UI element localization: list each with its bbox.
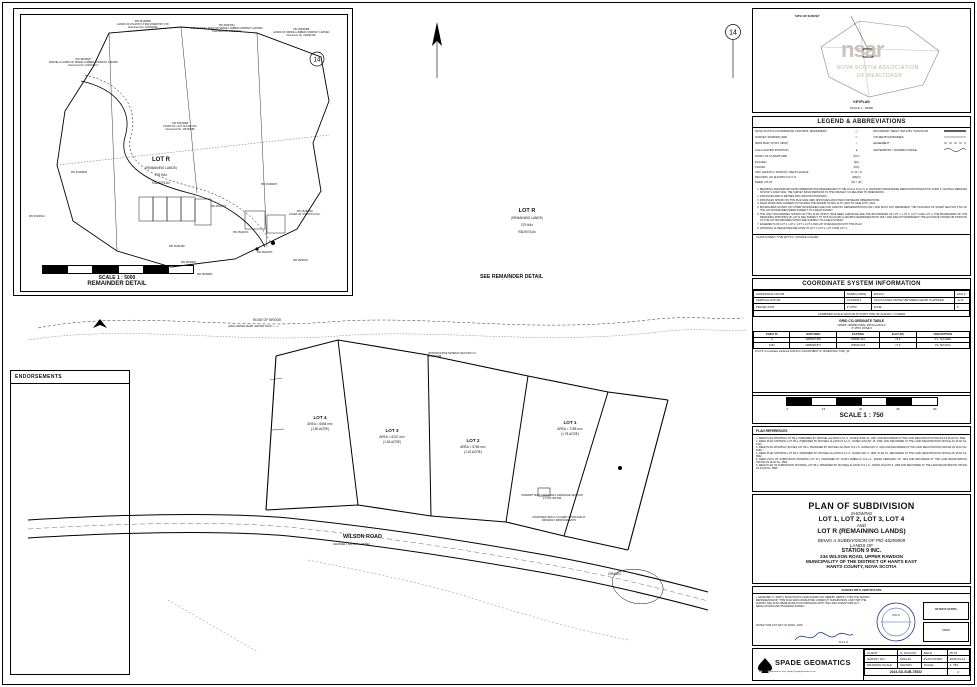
coord-value: NAD83 (CSRS) [844, 291, 871, 298]
grid-coordinate-table-sub2: 3° MTM, ZONE 5 [851, 327, 872, 331]
surveyor-certificate-header: SURVEYOR'S CERTIFICATE [753, 587, 970, 594]
stamp-label: OF NOVA SCOTIA [934, 608, 958, 611]
legend-note: 1. BEARINGS ARE DERIVED FROM OBSERVATIONS REFERENCED TO THE LOCAL N.S.C.S. E. MODIFIED TRANSVERSE MERCATOR PROJECTION, ZONE 5, CENTRAL MERIDIAN 63°00'00" LONGITUDE. THE SURVEY BASIS PERTAINS TO THE OPENLEY CO-RELATED TO DIMENSIONS. [760, 188, 967, 194]
col-easting: EASTING [837, 332, 880, 337]
surveyor-seal [873, 600, 919, 644]
inset-parcel-3: PID 45230988 LANDS OF SPADE LUMBER COMPANY LIMITED Document No. 102091102 [273, 28, 330, 37]
legend-note: 7. EASEMENTS OF LOT 1, LOT 2, LOT 3, LOT 4 AND LOT R DESIGNATE WITH THIS PLAN. [760, 223, 967, 226]
legend-note: 6. THE ONLY BOUNDARIES SHOWN ON THIS PLAN WHICH HAVE BEEN SURVEYED ARE THE BOUNDARIES OF LOT 1, LOT 2, LOT 3 AND LOT 4, THE BOUNDARIES OF THE REMAINING PORTIONS OF LOT R ARE SUBJECT TO THIS PLAN AND A GRAPHIC REPRESENTATION ONLY AND ARE NOT REPRESENT THE ACCURATE SHOWN OR POSITION OF THE LOT BOUNDARIES WHICH ARE SUBJECT TO A FIELD SURVEY. [760, 213, 967, 222]
plan-municipality: MUNICIPALITY OF THE DISTRICT OF HANTS EAST [805, 559, 918, 564]
company-contact: www.spadegeomatics.com | spade@spadegeomatics.com [759, 671, 816, 673]
coord-value-2: 5 [955, 304, 970, 311]
legend-footer: CLASS SURVEY TYPE ART B.C. SOURCE CAN-NET [753, 234, 970, 240]
scale-bar-ticks [787, 407, 937, 411]
wilson-road-sublabel: (GRAVEL) (20.117m WIDE) [333, 542, 370, 546]
coord-label-2: ZONE [871, 304, 954, 311]
nsar-sub1: NOVA SCOTIA ASSOCIATION [837, 65, 919, 71]
cell-easting: 255956.116 [837, 337, 880, 342]
legend-abbr-pl: (PL) [853, 159, 860, 164]
inset-parcel-9: PID 45199696 LANDS OF STATION 9 INC. [289, 210, 321, 216]
col-elev: ELEV (M) [879, 332, 916, 337]
surveyor-certificate-box [752, 586, 971, 646]
cell-description: P.L. SQUARE [916, 337, 969, 342]
footer-box [752, 648, 971, 681]
tick-3: 45 [896, 407, 900, 411]
svg-text:NSLS: NSLS [892, 613, 900, 617]
edge-of-brook-note: (HIGH WATER MARK SHOWN THUS ——) [228, 325, 279, 328]
dashed-line-icon [940, 140, 970, 146]
cell-elev: 73.8 [879, 337, 916, 342]
cell-elev: 71.6 [879, 343, 916, 348]
coord-label: VERTICAL DATUM [754, 297, 845, 304]
inset-parcel-16: PID 45199845 [197, 273, 213, 276]
lot-r-main-label: LOT R (REMAINING LANDS) 379 HA± 936.9076 A± [511, 208, 543, 234]
legend-left-label: IRON BAR / POST (IB,IP) [755, 141, 789, 146]
plan-title-showing: SHOWING [850, 511, 873, 516]
legend-note: 5. BOUNDARIES SHOWN ON OTHER BOUNDARIES ARE FOR GRAPHIC REPRESENTATION ONLY AND MUST NOT REPRESENT THE HOLDINGS OF SHARP SECTION 5.5% OF THE LOT BOUNDARIES WERE SUBJECT TO A FIELD SURVEY. [760, 206, 967, 212]
legend-note: 2. DISTANCES ARE IN METRES AND GROUND DISTANCES. [760, 195, 967, 198]
legend-left-label: CALCULATED POSITION [755, 148, 789, 153]
title-block [752, 494, 971, 584]
keyplan-title: KEYPLAN [853, 100, 870, 104]
remainder-detail-inset [13, 8, 353, 296]
coord-value: 3° MTM [844, 304, 871, 311]
legend-right-label: EASEMENT [873, 141, 890, 146]
coordinate-info-table [753, 290, 970, 317]
col-northing: NORTHING [790, 332, 837, 337]
footer-val: 1094-30 [897, 656, 921, 662]
plan-reference-item: 2. DEED PLAN SHOWING LOT 89-1, PREPARED BY MICHAEL ALLISON N.S.L.S., DATED AUGUST 15, 1996, AND RECORDED AT THE LAND REGISTRATION OFFICE AS PLAN No. 5122. [756, 440, 967, 447]
plan-reference-item: 6. DEED PLAN OF SUBDIVISION SHOWING LOT 89-2, PREPARED BY MICHAEL ALLISON N.S.L.S., DATED AUGUST 6, 1996 AND RECORDED AT THE LAND REGISTRATION OFFICE AS PLAN No. 5594. [756, 464, 967, 471]
surveyor-certificate-body: I, GEOFFREY C. SMITH, NOVA SCOTIA LAND SURVEYOR, HEREBY CERTIFY THAT THE SURVEY REPRESENTED BY THIS PLAN WAS CONDUCTED UNDER MY SUPERVISION, AND THAT THE SURVEY AND PLAN WERE MADE IN ACCORDANCE WITH THE LAND SURVEYORS ACT, REGULATIONS AND STANDARD SURVEY. [756, 596, 870, 608]
cell-northing: 4985699.877 [790, 343, 837, 348]
tick-1: 15 [821, 407, 826, 411]
inset-parcel-7: PID 45130311 [29, 215, 45, 218]
see-remainder-detail-label: SEE REMAINDER DETAIL [480, 274, 544, 280]
cell-description: P/L SM (IES) [916, 343, 969, 348]
scale-bar-box [752, 392, 971, 424]
legend-abbr-ard: A / R / Δ [851, 169, 862, 174]
coordinate-footnote: N.S.P.S. Co-ordinates published 2016.05.17 ADJUSTMENT: M. NUNEZ/NSCC STAK_SP [755, 349, 850, 353]
grid-coordinate-table [753, 331, 970, 348]
legend-abbr-rec: (REC) [852, 175, 861, 180]
legend-left-label: NOVA SCOTIA COORDINATE CONTROL MONUMENT [755, 129, 827, 134]
plan-address: 234 WILSON ROAD, UPPER RAWDON [820, 554, 903, 559]
legend-box [752, 116, 971, 276]
keyplan-scale: SCALE 1 : 25000 [849, 106, 874, 110]
lot-3-label: LOT 3 AREA = 6247 m²± (1.54 ACRE) [379, 428, 405, 445]
footer-val-2: 2025-04-14 [947, 656, 969, 662]
square-icon: □ [855, 135, 858, 140]
svg-text:14: 14 [313, 57, 321, 64]
endorsements-header: ENDORSEMENTS [11, 371, 129, 384]
inset-parcel-2: PID 45207861 LOT 89-1WP LANDS OF SPADE LUMBER COMPANY LIMITED Document No. 103351157 [191, 24, 263, 33]
legend-left-label: DEED / PLAT [755, 180, 773, 185]
lot-2-label: LOT 2 AREA = 5766 m²± (1.42 ACRE) [460, 438, 486, 455]
plan-county: HANTS COUNTY, NOVA SCOTIA [826, 564, 897, 569]
inset-parcel-1: PID 45199688 LANDS OF ATLANTIC STAR FORESTRY LTD Document No. 101842269 [117, 20, 169, 29]
wavy-line-icon [940, 147, 970, 154]
coord-value: CGVD2013 [844, 297, 871, 304]
scale-label: SCALE 1 : 750 [839, 412, 884, 419]
coord-value-2: -0.10 [955, 297, 970, 304]
table-row [865, 669, 970, 675]
highway-marker-icon [722, 22, 744, 82]
legend-right-label: OTHER BOUNDARIES [873, 135, 904, 140]
inset-parcel-6: PID 45199639 [71, 171, 87, 174]
table-row [754, 304, 970, 311]
legend-note: 8. APPROVAL IS REQUESTED RELATIVE TO LOT 1, LOT 2, LOT 3 AND LOT 4. [760, 227, 967, 230]
coordinate-system-header: COORDINATE SYSTEM INFORMATION [753, 279, 970, 290]
culvert-note: PROPOSED 450mm CULVERT INSTALLED AT DRIVEWAY IMPROVEMENTS [532, 516, 586, 522]
surveyor-sign-label: N.S.L.S. [839, 641, 849, 644]
endorsements-box [10, 370, 130, 675]
plan-reference-item: 3. DEED PLAN SHOWING HOUSES LOT 89-3, PREPARED BY MICHAEL ALLISON N.S.L.S., DATED MAY 6, 2002 AND RECORDED AT THE LAND REGISTRATION OFFICE AS PLAN No. 6448. [756, 446, 967, 453]
legend-abbr-dp: (D) / (P) [851, 180, 862, 185]
cell-northing: 4985697.855 [790, 337, 837, 342]
thin-line-icon [940, 134, 970, 140]
tick-4: 60 [933, 407, 937, 411]
footer-val: G. DUGUAY [897, 650, 921, 656]
plan-reference-item: 5. DEED PLAN OF SUBDIVISION SHOWING LOT R-1, PREPARED BY COSTA AMBULLS N.S.L.S., DATED FEBRUARY 25, 1991 AND RECORDED AT THE LAND REGISTRATION OFFICE AS PLAN No. 4563. [756, 458, 967, 465]
legend-note: 4. FIELD WORK WAS CARRIED OUT DURING THE PERIOD OF MAY 11TH, 2024 TO JUNE 12TH, 2024. [760, 202, 967, 205]
legend-abbr-pc: (PC) [853, 154, 860, 159]
footer-val: SHOWN [897, 662, 921, 668]
combined-scale-factor: COMBINED SCALE FACTOR AT POINT SITE OF SURVEY = 0.99981 [754, 310, 970, 317]
inset-scale-label: SCALE 1 : 5000 [98, 275, 136, 281]
inset-lot-r-label: LOT R (REMAINING LANDS) 379 HA± 936.9076 A± [145, 157, 177, 185]
plan-subtitle-lands-of: LANDS OF [850, 543, 873, 548]
footer-key-2: FIELD [921, 650, 947, 656]
lot-1-label: LOT 1 AREA = 7198 m²± (1.78 ACRE) [557, 420, 583, 437]
edge-of-brook-label: EDGE OF BROOK [253, 318, 282, 322]
footer-key-2: SCALE [921, 662, 947, 668]
nsar-sub2: OF REALTORS® [857, 73, 903, 79]
coord-value-2: 2010.0 [955, 291, 970, 298]
grid-coordinate-table-title: GRID CO-ORDINATE TABLE [838, 318, 885, 323]
stamp-label-box-2 [923, 622, 969, 642]
gravel-label: GRAVEL [608, 572, 622, 576]
watercourse-setback-note: WATERCOURSE SETBACK SECTION 2.6 STL/MT-MB [428, 352, 476, 358]
easement-note: INTERMITTENT / SEASONAL DRAINAGE SECTION 2.6 STL/MT-MB [521, 494, 583, 500]
inset-parcel-11: PID 45199712 [211, 205, 227, 208]
legend-table [753, 128, 970, 185]
legend-left-label: PLACED [755, 159, 767, 164]
legend-left-label: POINT OF CURVATURE [755, 154, 787, 159]
plan-title: PLAN OF SUBDIVISION [808, 501, 915, 511]
tick-0: 0 [786, 407, 789, 411]
footer-key-2: PLAN DATED [921, 656, 947, 662]
legend-row [753, 180, 970, 185]
north-arrow-icon [425, 20, 449, 80]
coord-label-2: CALCULATED OFFSET BETWEEN GEOID IS APPLIED [871, 297, 954, 304]
footer-key: DRAWING SCALE [865, 662, 898, 668]
cell-easting: 255902.018 [837, 343, 880, 348]
inset-parcel-12: PID 45199720 [233, 231, 249, 234]
site-of-survey-label: SITE OF SURVEY [795, 14, 820, 18]
company-name: SPADE GEOMATICS [775, 658, 851, 667]
stamp-label-2: PBDM [942, 629, 950, 632]
legend-left-label: ARC LENGTH / RADIUS / DELTA ANGLE [755, 169, 809, 174]
coord-label: PROJECTION [754, 304, 845, 311]
legend-abbr-fd: (FD) [853, 164, 860, 169]
keyplan-drawing [811, 11, 961, 106]
legend-notes [753, 186, 970, 233]
plan-references-list [753, 435, 970, 473]
plan-number: 2024-SD-SUB-75532 [865, 669, 948, 675]
plan-title-lot-r: LOT R (REMAINING LANDS) [817, 528, 906, 535]
table-row [754, 291, 970, 298]
legend-row [753, 147, 970, 154]
scale-bar-graphic [786, 397, 938, 406]
footer-val-2: 1: 750 [947, 662, 969, 668]
inset-parcel-13: PID 45199753 [257, 251, 273, 254]
remainder-detail-frame [20, 14, 348, 292]
table-row [754, 343, 970, 348]
plan-title-lots: LOT 1, LOT 2, LOT 3, LOT 4 [818, 516, 905, 523]
plan-subtitle-pid: BEING A SUBDIVISION OF PID 45299509 [817, 538, 906, 543]
circle-icon: ○ [855, 141, 858, 146]
solid-line-icon [940, 128, 970, 134]
inset-parcel-8: PID 45111089 [169, 245, 185, 248]
tick-2: 30 [858, 407, 863, 411]
footer-key: SURVEY NO. [865, 656, 898, 662]
coordinate-system-box [752, 278, 971, 396]
plan-references-header: PLAN REFERENCES [753, 427, 970, 435]
col-description: DESCRIPTION [916, 332, 969, 337]
legend-left-label: FOUND [755, 164, 766, 169]
keyplan-box [752, 8, 971, 113]
cell-point-id: A [754, 337, 790, 342]
legend-left-label: RECORD, AS SHOWN N.S.C.S. [755, 175, 797, 180]
nsar-wordmark: nsar [841, 37, 884, 62]
dot-icon: ● [855, 148, 858, 153]
inset-parcel-4: PID 45230996 LANDS OF J & D SOUSA INC. Document No. 115794285 [163, 122, 198, 131]
plan-references-box [752, 426, 971, 492]
legend-right-label: WATERBODY / WATERCOURSE [873, 148, 917, 153]
svg-text:14: 14 [729, 29, 737, 37]
table-row [754, 310, 970, 317]
plan-owner: STATION 9 INC. [841, 548, 882, 554]
table-row [754, 297, 970, 304]
coord-label: HORIZONTAL DATUM [754, 291, 845, 298]
inset-title: REMAINDER DETAIL [87, 281, 147, 287]
wilson-road-label: WILSON ROAD [343, 534, 382, 540]
legend-left-label: SURVEY MARKER (SM) [755, 135, 788, 140]
footer-key: CLIENT [865, 650, 898, 656]
plan-reference-item: 4. DEED PLAN SHOWING LOT 89-4, PREPARED BY MICHAEL ALLISON N.S.L.S., DATED MAY 6, 1999, PLAN No. RECORDED AT THE LAND REGISTRATION OFFICE AS PLAN No. 6522. [756, 452, 967, 459]
inset-parcel-5: PID 45199647 PARCEL A LANDS OF SPADE LUMBER COMPANY LIMITED Document No. 102924-2-C [49, 58, 118, 67]
legend-right-label: BOUNDARY DEALT WITH BY THIS PLAN [873, 129, 929, 134]
triangle-icon: △ [855, 129, 858, 134]
remainder-detail-drawing [21, 15, 349, 293]
cell-point-id: 2184 [754, 343, 790, 348]
lot-4-label: LOT 4 AREA = 6064 m²± (1.50 ACRE) [307, 415, 333, 432]
grid-coordinate-table-sub: NAD83, NAD83(CSRS), EPOCH 2010.0 [837, 324, 886, 328]
inset-scale-bar [42, 263, 192, 287]
surveyor-dated: DATED THIS 14ᵀᴴ DAY OF APRIL, 2025 [756, 624, 803, 627]
col-point-id: POINT ID [754, 332, 790, 337]
inset-parcel-15: PID 45199837 [181, 261, 197, 264]
plan-title-and: AND [856, 523, 867, 528]
footer-table [864, 649, 970, 676]
footer-val-2: 05.15 [947, 650, 969, 656]
inset-parcel-10: PID 45199670 [261, 183, 277, 186]
stamp-label-box [923, 602, 969, 620]
plan-reference-item: 1. DEED PLAN SHOWING LOT 89-2, PREPARED BY MICHAEL ALLISON N.S.L.S., DATED JUNE 12, 1997, AND RECORDED AT THE LAND REGISTRATION OFFICE AS PLAN No. 5692. [756, 437, 967, 440]
inset-parcel-14: PID 45199761 [293, 259, 309, 262]
legend-note: 3. DISTANCES SHOWN ON THIS PLAN ARE GRID DISTANCES ADJUSTED FOR MEANS OBSERVATIONS. [760, 199, 967, 202]
coord-label-2: EPOCH [871, 291, 954, 298]
legend-header: LEGEND & ABBREVIATIONS [753, 117, 970, 128]
revision-number: 0 [947, 669, 969, 675]
